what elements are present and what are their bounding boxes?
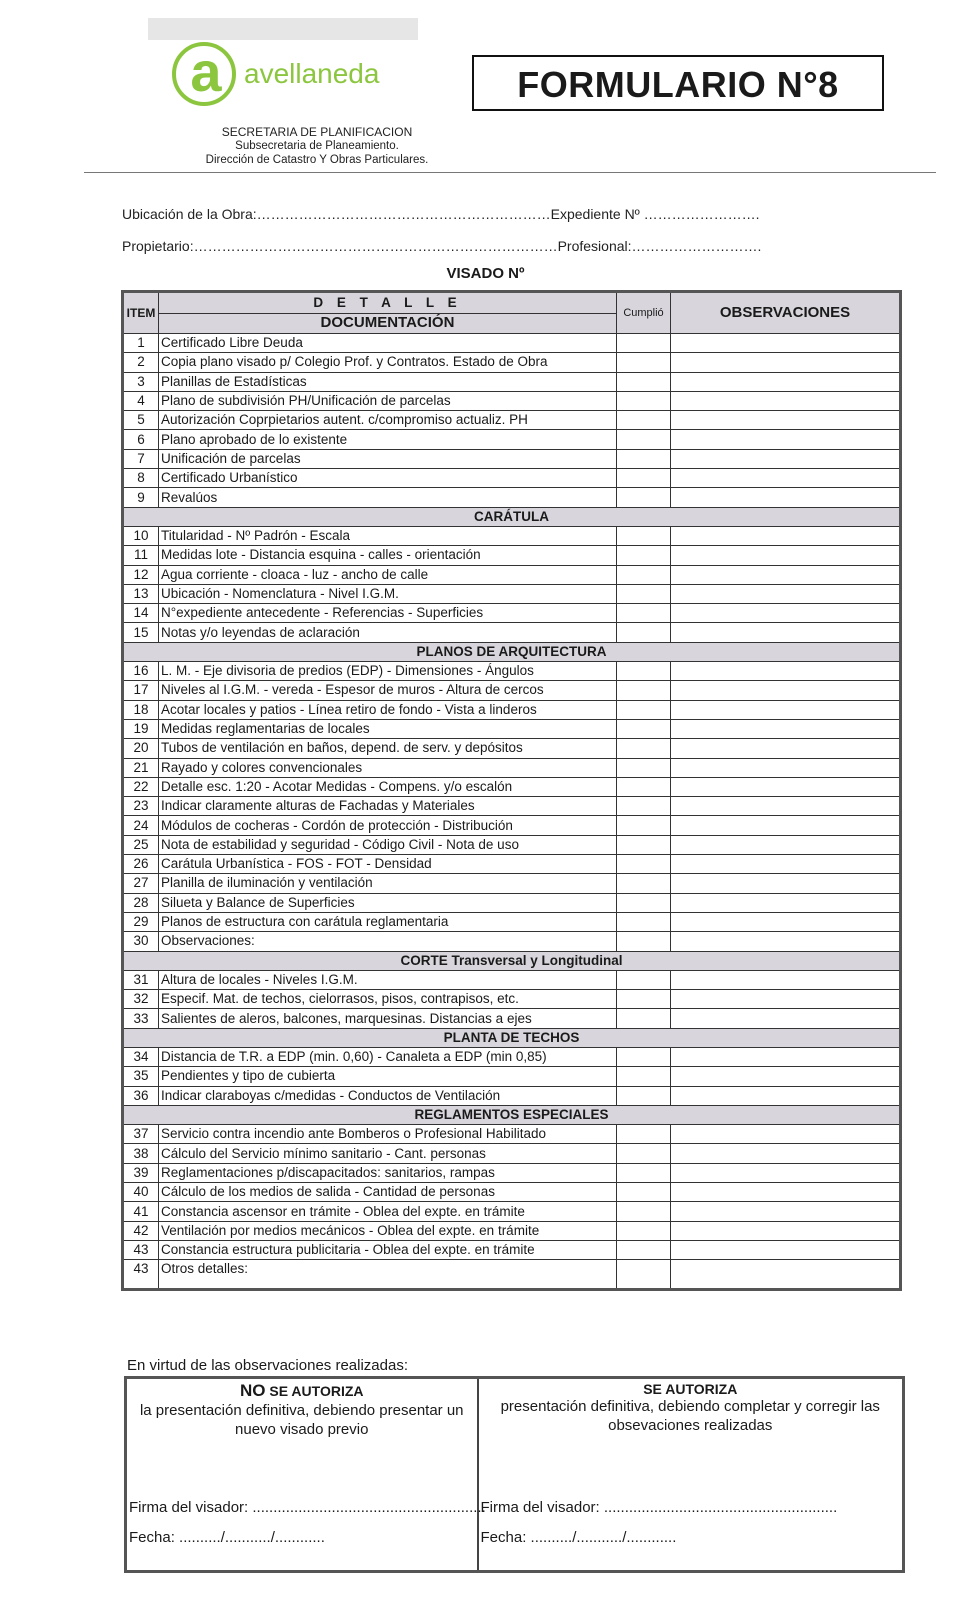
- cumplio-cell[interactable]: [617, 604, 671, 623]
- cumplio-cell[interactable]: [617, 623, 671, 642]
- item-detail: Especif. Mat. de techos, cielorrasos, pisos, contrapisos, etc.: [159, 990, 617, 1009]
- cumplio-cell[interactable]: [617, 584, 671, 603]
- section-title: CORTE Transversal y Longitudinal: [123, 951, 901, 970]
- cumplio-cell[interactable]: [617, 816, 671, 835]
- observaciones-cell[interactable]: [671, 1047, 901, 1066]
- item-number: 33: [123, 1009, 159, 1028]
- checklist-row: [123, 623, 901, 642]
- item-number: 19: [123, 719, 159, 738]
- cumplio-cell[interactable]: [617, 835, 671, 854]
- observaciones-cell[interactable]: [671, 700, 901, 719]
- checklist-row: [123, 855, 901, 874]
- no-strong: NO: [239, 1381, 266, 1400]
- item-number: 31: [123, 970, 159, 989]
- observaciones-cell[interactable]: [671, 488, 901, 507]
- observaciones-cell[interactable]: [671, 1221, 901, 1240]
- col-item-header: ITEM: [123, 292, 159, 334]
- form-title: FORMULARIO N°8: [517, 64, 839, 105]
- observaciones-cell[interactable]: [671, 1125, 901, 1144]
- col-cumplio-header: Cumplió: [617, 292, 671, 334]
- item-detail: Indicar claraboyas c/medidas - Conductos de Ventilación: [159, 1086, 617, 1105]
- observaciones-cell[interactable]: [671, 855, 901, 874]
- cumplio-cell[interactable]: [617, 372, 671, 391]
- cumplio-cell[interactable]: [617, 430, 671, 449]
- checklist-row: [123, 1163, 901, 1182]
- section-header-row: [123, 951, 901, 970]
- checklist-row: [123, 893, 901, 912]
- header-scan-artifact: [148, 18, 418, 40]
- observaciones-cell[interactable]: [671, 584, 901, 603]
- item-number: 28: [123, 893, 159, 912]
- item-number: 30: [123, 932, 159, 951]
- observaciones-cell[interactable]: [671, 662, 901, 681]
- item-detail: Medidas reglamentarias de locales: [159, 719, 617, 738]
- section-title-documentacion: DOCUMENTACIÓN: [159, 313, 617, 333]
- observaciones-cell[interactable]: [671, 391, 901, 410]
- item-detail: Reglamentaciones p/discapacitados: sanitarios, rampas: [159, 1163, 617, 1182]
- checklist-row: [123, 835, 901, 854]
- checklist-row: [123, 1240, 901, 1259]
- observaciones-cell[interactable]: [671, 1144, 901, 1163]
- checklist-row: [123, 681, 901, 700]
- observaciones-cell[interactable]: [671, 1086, 901, 1105]
- logo-wordmark: avellaneda: [244, 58, 380, 89]
- item-detail: Nota de estabilidad y seguridad - Código Civil - Nota de uso: [159, 835, 617, 854]
- firma-visador-right[interactable]: Firma del visador: ........................................................: [480, 1499, 838, 1516]
- cumplio-cell[interactable]: [617, 1221, 671, 1240]
- cumplio-cell[interactable]: [617, 700, 671, 719]
- section-header-row: [123, 1105, 901, 1124]
- observaciones-cell[interactable]: [671, 1240, 901, 1259]
- checklist-row: [123, 990, 901, 1009]
- checklist-row: [123, 391, 901, 410]
- checklist-row: [123, 912, 901, 931]
- checklist-row: [123, 1144, 901, 1163]
- checklist-row: [123, 353, 901, 372]
- checklist-row: [123, 777, 901, 796]
- observaciones-cell[interactable]: [671, 411, 901, 430]
- checklist-row: [123, 469, 901, 488]
- item-detail: Plano de subdivisión PH/Unificación de parcelas: [159, 391, 617, 410]
- checklist-row: [123, 411, 901, 430]
- section-title: PLANOS DE ARQUITECTURA: [123, 642, 901, 661]
- no-autoriza-title: [127, 1381, 477, 1401]
- checklist-row: [123, 719, 901, 738]
- item-detail: Planillas de Estadísticas: [159, 372, 617, 391]
- item-detail: Distancia de T.R. a EDP (min. 0,60) - Canaleta a EDP (min 0,85): [159, 1047, 617, 1066]
- no-rest: SE AUTORIZA: [265, 1383, 364, 1399]
- section-header-row: [123, 507, 901, 526]
- item-detail: Constancia estructura publicitaria - Oblea del expte. en trámite: [159, 1240, 617, 1259]
- item-number: 5: [123, 411, 159, 430]
- item-detail: Planilla de iluminación y ventilación: [159, 874, 617, 893]
- checklist-row: [123, 604, 901, 623]
- observaciones-cell[interactable]: [671, 912, 901, 931]
- observaciones-cell[interactable]: [671, 469, 901, 488]
- cumplio-cell[interactable]: [617, 1202, 671, 1221]
- item-detail: Pendientes y tipo de cubierta: [159, 1067, 617, 1086]
- observaciones-cell[interactable]: [671, 372, 901, 391]
- section-title: PLANTA DE TECHOS: [123, 1028, 901, 1047]
- observaciones-cell[interactable]: [671, 1163, 901, 1182]
- checklist-row: [123, 334, 901, 353]
- item-detail: Revalúos: [159, 488, 617, 507]
- item-detail: N°expediente antecedente - Referencias - Superficies: [159, 604, 617, 623]
- item-number: 2: [123, 353, 159, 372]
- checklist-row: [123, 1047, 901, 1066]
- checklist-row: [123, 449, 901, 468]
- checklist-row: [123, 758, 901, 777]
- checklist-row: [123, 584, 901, 603]
- checklist-row: [123, 970, 901, 989]
- item-detail: L. M. - Eje divisoria de predios (EDP) - Dimensiones - Ángulos: [159, 662, 617, 681]
- checklist-row: [123, 1183, 901, 1202]
- checklist-row: [123, 1202, 901, 1221]
- item-detail: Certificado Urbanístico: [159, 469, 617, 488]
- item-number: 41: [123, 1202, 159, 1221]
- checklist-row: [123, 1221, 901, 1240]
- item-number: 3: [123, 372, 159, 391]
- item-number: 35: [123, 1067, 159, 1086]
- item-detail: Planos de estructura con carátula reglamentaria: [159, 912, 617, 931]
- item-detail: Observaciones:: [159, 932, 617, 951]
- observaciones-cell[interactable]: [671, 1009, 901, 1028]
- item-number: 9: [123, 488, 159, 507]
- checklist-row: [123, 526, 901, 545]
- item-detail: Notas y/o leyendas de aclaración: [159, 623, 617, 642]
- secretaria-line: SECRETARIA DE PLANIFICACION: [221, 125, 413, 139]
- item-detail: Agua corriente - cloaca - luz - ancho de calle: [159, 565, 617, 584]
- checklist-row: [123, 816, 901, 835]
- item-number: 13: [123, 584, 159, 603]
- form-title-box: [472, 55, 884, 111]
- item-detail: Otros detalles:: [159, 1260, 617, 1290]
- subsecretaria-line: Subsecretaria de Planeamiento.: [235, 140, 399, 152]
- cumplio-cell[interactable]: [617, 1047, 671, 1066]
- item-number: 16: [123, 662, 159, 681]
- cumplio-cell[interactable]: [617, 353, 671, 372]
- checklist-row: [123, 1125, 901, 1144]
- item-detail: Certificado Libre Deuda: [159, 334, 617, 353]
- observaciones-cell[interactable]: [671, 449, 901, 468]
- item-detail: Autorización Coprpietarios autent. c/compromiso actualiz. PH: [159, 411, 617, 430]
- item-number: 22: [123, 777, 159, 796]
- section-title: CARÁTULA: [123, 507, 901, 526]
- observaciones-cell[interactable]: [671, 1067, 901, 1086]
- si-autoriza-cell: [478, 1378, 904, 1572]
- checklist-row: [123, 372, 901, 391]
- item-detail: Acotar locales y patios - Línea retiro de fondo - Vista a linderos: [159, 700, 617, 719]
- checklist-table: [121, 290, 902, 1291]
- checklist-row: [123, 932, 901, 951]
- item-number: 24: [123, 816, 159, 835]
- visado-label: VISADO Nº: [446, 265, 525, 282]
- firma-visador-left[interactable]: Firma del visador: ........................................................: [129, 1499, 486, 1516]
- item-number: 43: [123, 1260, 159, 1290]
- item-number: 40: [123, 1183, 159, 1202]
- checklist-row: [123, 1086, 901, 1105]
- observaciones-cell[interactable]: [671, 835, 901, 854]
- item-number: 4: [123, 391, 159, 410]
- observaciones-cell[interactable]: [671, 893, 901, 912]
- cumplio-cell[interactable]: [617, 932, 671, 951]
- cumplio-cell[interactable]: [617, 1086, 671, 1105]
- ubicacion-field[interactable]: Ubicación de la Obra:………………………………………………………Expediente Nº …………………….: [122, 206, 760, 222]
- item-number: 8: [123, 469, 159, 488]
- cumplio-cell[interactable]: [617, 662, 671, 681]
- checklist-row: [123, 546, 901, 565]
- observaciones-cell[interactable]: [671, 565, 901, 584]
- item-number: 7: [123, 449, 159, 468]
- si-autoriza-title: SE AUTORIZA: [643, 1381, 738, 1397]
- cumplio-cell[interactable]: [617, 334, 671, 353]
- cumplio-cell[interactable]: [617, 874, 671, 893]
- item-detail: Cálculo de los medios de salida - Cantidad de personas: [159, 1183, 617, 1202]
- cumplio-cell[interactable]: [617, 758, 671, 777]
- checklist-row: [123, 1009, 901, 1028]
- item-number: 6: [123, 430, 159, 449]
- item-detail: Copia plano visado p/ Colegio Prof. y Contratos. Estado de Obra: [159, 353, 617, 372]
- cumplio-cell[interactable]: [617, 990, 671, 1009]
- item-number: 26: [123, 855, 159, 874]
- cumplio-cell[interactable]: [617, 1260, 671, 1290]
- item-number: 42: [123, 1221, 159, 1240]
- header-divider: [84, 172, 936, 173]
- fecha-left[interactable]: Fecha: ........../.........../............: [129, 1529, 325, 1546]
- section-header-row: [123, 1028, 901, 1047]
- cumplio-cell[interactable]: [617, 719, 671, 738]
- cumplio-cell[interactable]: [617, 565, 671, 584]
- item-number: 11: [123, 546, 159, 565]
- checklist-row: [123, 488, 901, 507]
- observaciones-cell[interactable]: [671, 681, 901, 700]
- observaciones-cell[interactable]: [671, 430, 901, 449]
- item-detail: Ventilación por medios mecánicos - Oblea del expte. en trámite: [159, 1221, 617, 1240]
- fecha-right[interactable]: Fecha: ........../.........../............: [480, 1529, 677, 1546]
- observaciones-cell[interactable]: [671, 739, 901, 758]
- observaciones-cell[interactable]: [671, 1202, 901, 1221]
- observaciones-cell[interactable]: [671, 526, 901, 545]
- propietario-field[interactable]: Propietario:……………………………………………………………………Profesional:……………………….: [122, 238, 762, 254]
- cumplio-cell[interactable]: [617, 681, 671, 700]
- item-number: 32: [123, 990, 159, 1009]
- cumplio-cell[interactable]: [617, 1144, 671, 1163]
- cumplio-cell[interactable]: [617, 469, 671, 488]
- item-detail: Servicio contra incendio ante Bomberos o Profesional Habilitado: [159, 1125, 617, 1144]
- cumplio-cell[interactable]: [617, 1009, 671, 1028]
- item-number: 34: [123, 1047, 159, 1066]
- item-detail: Altura de locales - Niveles I.G.M.: [159, 970, 617, 989]
- item-number: 10: [123, 526, 159, 545]
- observaciones-cell[interactable]: [671, 604, 901, 623]
- item-detail: Titularidad - Nº Padrón - Escala: [159, 526, 617, 545]
- observaciones-cell[interactable]: [671, 990, 901, 1009]
- cumplio-cell[interactable]: [617, 1163, 671, 1182]
- item-detail: Constancia ascensor en trámite - Oblea del expte. en trámite: [159, 1202, 617, 1221]
- item-number: 25: [123, 835, 159, 854]
- item-number: 23: [123, 797, 159, 816]
- logo-letter: a: [190, 40, 222, 103]
- cumplio-cell[interactable]: [617, 739, 671, 758]
- cumplio-cell[interactable]: [617, 1183, 671, 1202]
- observaciones-cell[interactable]: [671, 334, 901, 353]
- section-title: REGLAMENTOS ESPECIALES: [123, 1105, 901, 1124]
- cumplio-cell[interactable]: [617, 449, 671, 468]
- checklist-row: [123, 430, 901, 449]
- item-number: 43: [123, 1240, 159, 1259]
- cumplio-cell[interactable]: [617, 1125, 671, 1144]
- cumplio-cell[interactable]: [617, 970, 671, 989]
- item-detail: Cálculo del Servicio mínimo sanitario - Cant. personas: [159, 1144, 617, 1163]
- checklist-row: [123, 565, 901, 584]
- section-header-row: [123, 642, 901, 661]
- checklist-row: [123, 797, 901, 816]
- cumplio-cell[interactable]: [617, 893, 671, 912]
- item-detail: Indicar claramente alturas de Fachadas y Materiales: [159, 797, 617, 816]
- item-number: 14: [123, 604, 159, 623]
- item-detail: Silueta y Balance de Superficies: [159, 893, 617, 912]
- checklist-row: [123, 1067, 901, 1086]
- cumplio-cell[interactable]: [617, 391, 671, 410]
- cumplio-cell[interactable]: [617, 912, 671, 931]
- direccion-line: Dirección de Catastro Y Obras Particulares.: [205, 154, 429, 166]
- cumplio-cell[interactable]: [617, 1240, 671, 1259]
- observaciones-cell[interactable]: [671, 758, 901, 777]
- cumplio-cell[interactable]: [617, 411, 671, 430]
- item-detail: Módulos de cocheras - Cordón de protección - Distribución: [159, 816, 617, 835]
- observaciones-cell[interactable]: [671, 353, 901, 372]
- cumplio-cell[interactable]: [617, 777, 671, 796]
- item-number: 39: [123, 1163, 159, 1182]
- checklist-row: [123, 700, 901, 719]
- observaciones-cell[interactable]: [671, 777, 901, 796]
- checklist-row: [123, 874, 901, 893]
- item-detail: Salientes de aleros, balcones, marquesinas. Distancias a ejes: [159, 1009, 617, 1028]
- item-number: 12: [123, 565, 159, 584]
- observaciones-cell[interactable]: [671, 970, 901, 989]
- no-autoriza-cell: [126, 1378, 486, 1572]
- item-detail: Ubicación - Nomenclatura - Nivel I.G.M.: [159, 584, 617, 603]
- item-number: 20: [123, 739, 159, 758]
- item-number: 38: [123, 1144, 159, 1163]
- item-number: 21: [123, 758, 159, 777]
- observaciones-cell[interactable]: [671, 1183, 901, 1202]
- item-number: 1: [123, 334, 159, 353]
- item-detail: Niveles al I.G.M. - vereda - Espesor de muros - Altura de cercos: [159, 681, 617, 700]
- item-number: 15: [123, 623, 159, 642]
- item-number: 27: [123, 874, 159, 893]
- observaciones-cell[interactable]: [671, 546, 901, 565]
- observaciones-cell[interactable]: [671, 874, 901, 893]
- item-number: 17: [123, 681, 159, 700]
- observaciones-cell[interactable]: [671, 623, 901, 642]
- item-detail: Unificación de parcelas: [159, 449, 617, 468]
- si-autoriza-body: presentación definitiva, debiendo completar y corregir las obsevaciones realizadas: [500, 1398, 880, 1434]
- observaciones-cell[interactable]: [671, 1260, 901, 1290]
- cumplio-cell[interactable]: [617, 1067, 671, 1086]
- item-number: 29: [123, 912, 159, 931]
- col-observaciones-header: OBSERVACIONES: [671, 292, 901, 334]
- item-detail: Carátula Urbanística - FOS - FOT - Densidad: [159, 855, 617, 874]
- item-number: 18: [123, 700, 159, 719]
- checklist-row: [123, 739, 901, 758]
- cumplio-cell[interactable]: [617, 488, 671, 507]
- item-detail: Medidas lote - Distancia esquina - calles - orientación: [159, 546, 617, 565]
- cumplio-cell[interactable]: [617, 526, 671, 545]
- no-autoriza-body: la presentación definitiva, debiendo presentar un nuevo visado previo: [139, 1402, 464, 1438]
- checklist-row: [123, 662, 901, 681]
- cumplio-cell[interactable]: [617, 546, 671, 565]
- authorization-table: [124, 1376, 905, 1573]
- checklist-row: [123, 1260, 901, 1290]
- cumplio-cell[interactable]: [617, 855, 671, 874]
- item-detail: Rayado y colores convencionales: [159, 758, 617, 777]
- authorization-intro: En virtud de las observaciones realizadas:: [127, 1357, 408, 1374]
- observaciones-cell[interactable]: [671, 932, 901, 951]
- observaciones-cell[interactable]: [671, 719, 901, 738]
- item-detail: Tubos de ventilación en baños, depend. de serv. y depósitos: [159, 739, 617, 758]
- item-detail: Plano aprobado de lo existente: [159, 430, 617, 449]
- cumplio-cell[interactable]: [617, 797, 671, 816]
- observaciones-cell[interactable]: [671, 797, 901, 816]
- observaciones-cell[interactable]: [671, 816, 901, 835]
- col-detalle-header: D E T A L L E: [159, 292, 617, 314]
- item-number: 37: [123, 1125, 159, 1144]
- item-number: 36: [123, 1086, 159, 1105]
- item-detail: Detalle esc. 1:20 - Acotar Medidas - Compens. y/o escalón: [159, 777, 617, 796]
